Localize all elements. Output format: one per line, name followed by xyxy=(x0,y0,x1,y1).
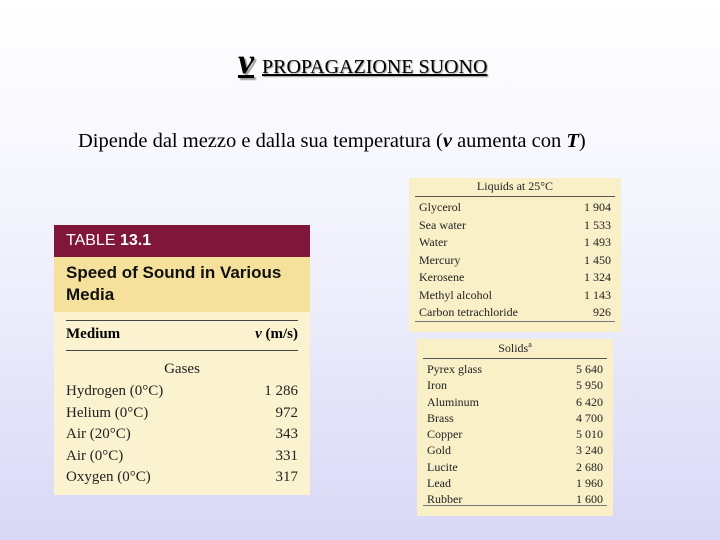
speed-value: 926 xyxy=(593,305,611,319)
table-row xyxy=(66,403,298,425)
medium-name: Pyrex glass xyxy=(427,362,482,376)
speed-value: 5 640 xyxy=(576,362,603,376)
liquids-table xyxy=(409,178,621,332)
medium-name: Glycerol xyxy=(419,200,461,214)
medium-name: Water xyxy=(419,235,448,249)
medium-name: Hydrogen (0°C) xyxy=(66,383,164,399)
speed-value: 5 010 xyxy=(576,427,603,442)
speed-value: 1 493 xyxy=(584,235,611,249)
table-column-header xyxy=(66,320,298,351)
medium-name: Rubber xyxy=(427,492,463,507)
title-text: PROPAGAZIONE SUONO xyxy=(261,56,488,78)
intro-text xyxy=(78,127,638,156)
section-gases: Gases xyxy=(164,361,200,377)
medium-name: Copper xyxy=(427,427,463,442)
table-row xyxy=(427,361,603,377)
intro-v: v xyxy=(442,130,452,152)
speed-value: 4 700 xyxy=(576,410,603,425)
solids-table xyxy=(417,339,613,516)
table-row xyxy=(427,459,603,475)
table-row xyxy=(66,446,298,468)
column-speed: v (m/s) xyxy=(255,326,298,342)
table-row xyxy=(427,377,603,393)
table-row xyxy=(419,269,611,287)
speed-value: 1 286 xyxy=(264,383,298,399)
speed-value: 5 950 xyxy=(576,378,603,393)
table-row xyxy=(66,467,298,489)
medium-name: Carbon tetrachloride xyxy=(419,305,518,319)
intro-t: T xyxy=(566,130,579,152)
title-symbol: v xyxy=(238,41,254,81)
speed-value: 343 xyxy=(275,426,298,442)
table-row xyxy=(427,426,603,442)
table-row xyxy=(66,381,298,403)
table-row xyxy=(419,304,611,322)
medium-name: Air (20°C) xyxy=(66,426,131,442)
medium-name: Brass xyxy=(427,410,454,425)
table-header xyxy=(54,225,310,257)
table-row xyxy=(419,234,611,252)
medium-name: Lead xyxy=(427,476,451,491)
medium-name: Mercury xyxy=(419,252,461,267)
medium-name: Kerosene xyxy=(419,270,465,284)
speed-value: 1 324 xyxy=(584,270,611,284)
table-number: 13.1 xyxy=(119,232,152,249)
speed-value: 317 xyxy=(275,469,298,485)
table-row xyxy=(427,442,603,458)
divider xyxy=(415,321,615,322)
table-row xyxy=(427,475,603,491)
table-row xyxy=(419,199,611,217)
table-label: TABLE xyxy=(66,232,120,249)
medium-name: Gold xyxy=(427,443,451,458)
speed-value: 1 960 xyxy=(576,476,603,491)
speed-value: 1 600 xyxy=(576,492,603,507)
solids-heading: Solids$^a$ xyxy=(423,339,607,359)
table-subtitle: Speed of Sound in Various Media xyxy=(54,257,310,312)
speed-value: 1 143 xyxy=(584,287,611,302)
medium-name: Oxygen (0°C) xyxy=(66,469,151,485)
slide-title xyxy=(238,40,487,82)
speed-value: 331 xyxy=(275,447,298,464)
speed-value: 3 240 xyxy=(576,443,603,458)
medium-name: Methyl alcohol xyxy=(419,287,492,302)
speed-value: 1 904 xyxy=(584,200,611,214)
speed-value: 6 420 xyxy=(576,394,603,409)
medium-name: Aluminum xyxy=(427,394,480,409)
intro-part-1: Dipende dal mezzo e dalla sua temperatura ( xyxy=(78,130,443,152)
medium-name: Lucite xyxy=(427,459,458,474)
speed-value: 1 533 xyxy=(584,217,611,232)
column-medium: Medium xyxy=(66,326,121,342)
table-row xyxy=(66,424,298,446)
speed-value: 1 450 xyxy=(584,252,611,267)
table-row xyxy=(419,287,611,305)
table-row xyxy=(419,217,611,235)
intro-part-3: ) xyxy=(578,130,586,152)
medium-name: Helium (0°C) xyxy=(66,404,149,421)
table-row xyxy=(427,394,603,410)
speed-of-sound-table xyxy=(54,225,310,495)
medium-name: Air (0°C) xyxy=(66,447,124,464)
speed-value: 2 680 xyxy=(576,459,603,474)
speed-value: 972 xyxy=(275,404,298,421)
medium-name: Sea water xyxy=(419,217,466,232)
divider xyxy=(423,505,607,506)
intro-part-2: aumenta con xyxy=(451,130,567,152)
medium-name: Iron xyxy=(427,378,447,393)
liquids-heading: Liquids at 25°C xyxy=(415,178,615,197)
table-row xyxy=(427,410,603,426)
table-row xyxy=(419,252,611,270)
